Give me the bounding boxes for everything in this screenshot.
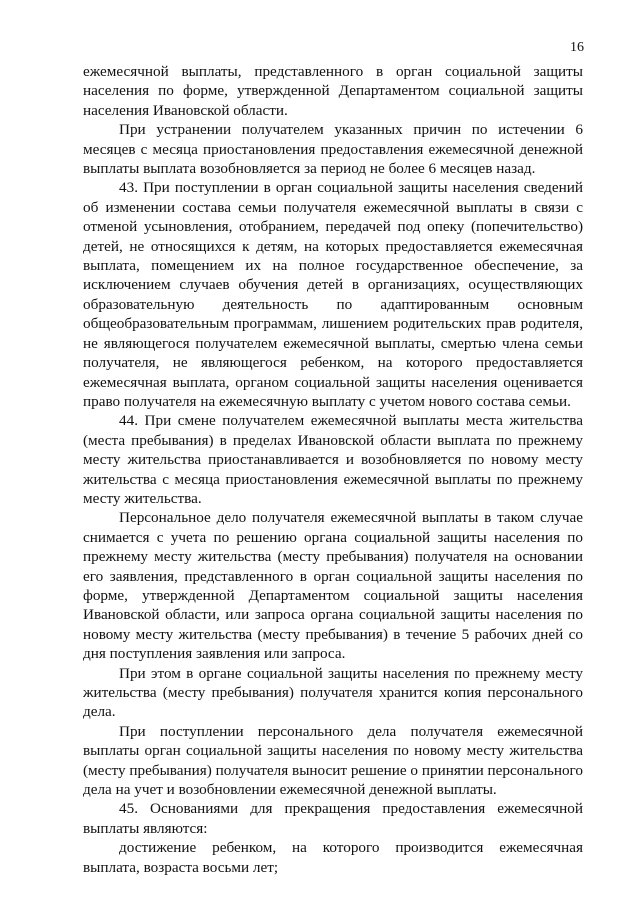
paragraph-item-45: 45. Основаниями для прекращения предоставления ежемесячной выплаты являются:	[83, 800, 583, 837]
paragraph-item-43: 43. При поступлении в орган социальной защиты населения сведений об изменении состава семьи получателя ежемесячной выплаты в связи с отменой усыновления, отобранием, передачей под опеку (попечительство) детей, не относящихся к детям, на которых предоставляется ежемесячная выплата, помещением их на полное государственное обеспечение, за исключением случаев обучения детей в организациях, осуществляющих образовательную деятельность по адаптированным основным общеобразовательным программам, лишением родительских прав родителя, не являющегося получателем ежемесячной выплаты, смертью члена семьи получателя, не являющегося ребенком, на которого предоставляется ежемесячная выплата, органом социальной защиты населения оценивается право получателя на ежемесячную выплату с учетом нового состава семьи.	[83, 179, 583, 410]
paragraph: При этом в органе социальной защиты населения по прежнему месту жительства (месту пребывания) получателя хранится копия персонального дела.	[83, 664, 583, 721]
page-number: 16	[570, 40, 584, 55]
paragraph: достижение ребенком, на которого производится ежемесячная выплата, возраста восьми лет;	[83, 839, 583, 876]
paragraph-item-44: 44. При смене получателем ежемесячной выплаты места жительства (места пребывания) в пределах Ивановской области выплата по прежнему месту жительства приостанавливается и возобновляется по новому месту жительства с месяца приостановления ежемесячной выплаты по прежнему месту жительства.	[83, 412, 583, 507]
paragraph: При устранении получателем указанных причин по истечении 6 месяцев с месяца приостановления предоставления ежемесячной денежной выплаты выплата возобновляется за период не более 6 месяцев назад.	[83, 121, 583, 178]
paragraph: ежемесячной выплаты, представленного в орган социальной защиты населения по форме, утвержденной Департаментом социальной защиты населения Ивановской области.	[83, 63, 583, 119]
paragraph: При поступлении персонального дела получателя ежемесячной выплаты орган социальной защиты населения по новому месту жительства (месту пребывания) получателя выносит решение о принятии персонального дела на учет и возобновлении ежемесячной денежной выплаты.	[83, 722, 583, 799]
document-body	[83, 62, 583, 877]
paragraph: Персональное дело получателя ежемесячной выплаты в таком случае снимается с учета по решению органа социальной защиты населения по прежнему месту жительства (месту пребывания) получателя на основании его заявления, представленного в орган социальной защиты населения по форме, утвержденной Департаментом социальной защиты населения Ивановской области, или запроса органа социальной защиты населения по новому месту жительства (месту пребывания) в течение 5 рабочих дней со дня поступления заявления или запроса.	[83, 509, 583, 663]
